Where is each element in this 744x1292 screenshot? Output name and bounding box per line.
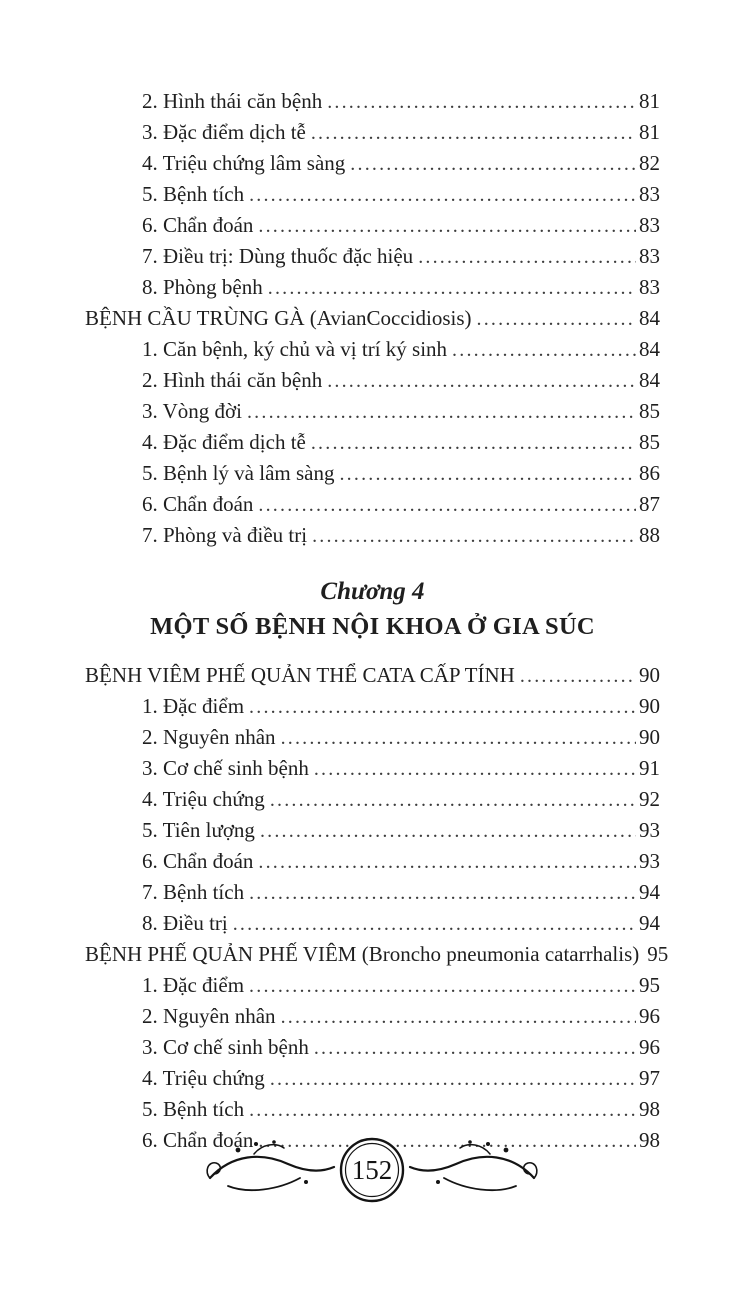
toc-entry-label: 8. Phòng bệnh (142, 275, 263, 299)
toc-entry (85, 846, 660, 877)
toc-entry-label: 4. Triệu chứng (142, 1066, 265, 1090)
toc-entry-page: 84 (639, 306, 660, 330)
toc-entry-page: 82 (639, 151, 660, 175)
toc-entry-page: 84 (639, 368, 660, 392)
toc-entry-page: 90 (639, 725, 660, 749)
toc-entry (85, 334, 660, 365)
toc-dotted-leader (327, 365, 636, 396)
toc-entry (85, 1094, 660, 1125)
toc-entry-label: 5. Bệnh lý và lâm sàng (142, 461, 335, 485)
toc-dotted-leader (268, 272, 636, 303)
toc-entry-page: 98 (639, 1097, 660, 1121)
toc-entry-label: 2. Nguyên nhân (142, 1004, 276, 1028)
ornament-flourish-left (207, 1140, 334, 1190)
toc-dotted-leader (249, 1094, 636, 1125)
ornament-graphic (202, 1130, 542, 1214)
toc-entry (85, 396, 660, 427)
toc-entry (85, 1063, 660, 1094)
toc-entry (85, 241, 660, 272)
toc-entry-label: 3. Cơ chế sinh bệnh (142, 1035, 309, 1059)
ornament-flourish-right (410, 1140, 537, 1190)
toc-entry-label: BỆNH PHẾ QUẢN PHẾ VIÊM (Broncho pneumonia catarrhalis) (85, 942, 640, 966)
toc-entry-page: 94 (639, 911, 660, 935)
toc-dotted-leader (258, 210, 636, 241)
toc-entry-label: 4. Triệu chứng lâm sàng (142, 151, 346, 175)
toc-dotted-leader (270, 1063, 636, 1094)
page-number: 152 (351, 1155, 393, 1185)
toc-dotted-leader (477, 303, 636, 334)
toc-dotted-leader (249, 877, 636, 908)
toc-dotted-leader (233, 908, 636, 939)
toc-entry-page: 83 (639, 213, 660, 237)
toc-dotted-leader (327, 86, 636, 117)
toc-section-bottom (85, 660, 669, 1156)
toc-entry-page: 83 (639, 182, 660, 206)
toc-entry-page: 92 (639, 787, 660, 811)
toc-entry-label: 4. Triệu chứng (142, 787, 265, 811)
toc-entry-label: 1. Căn bệnh, ký chủ và vị trí ký sinh (142, 337, 448, 361)
toc-entry-page: 90 (639, 694, 660, 718)
toc-entry-label: 2. Hình thái căn bệnh (142, 368, 323, 392)
toc-entry (85, 365, 660, 396)
toc-dotted-leader (350, 148, 636, 179)
toc-entry (85, 939, 669, 970)
toc-dotted-leader (314, 753, 636, 784)
toc-entry (85, 660, 660, 691)
toc-entry-page: 94 (639, 880, 660, 904)
toc-entry (85, 489, 660, 520)
toc-entry-page: 83 (639, 275, 660, 299)
toc-entry-label: 2. Nguyên nhân (142, 725, 276, 749)
toc-entry (85, 815, 660, 846)
toc-dotted-leader (247, 396, 636, 427)
toc-entry-page: 93 (639, 849, 660, 873)
toc-entry (85, 1001, 660, 1032)
toc-entry-page: 95 (639, 973, 660, 997)
toc-dotted-leader (452, 334, 636, 365)
toc-section-top (85, 86, 660, 551)
toc-entry-label: 6. Chẩn đoán (142, 849, 254, 873)
toc-dotted-leader (314, 1032, 636, 1063)
toc-entry-label: 5. Bệnh tích (142, 182, 245, 206)
toc-entry-page: 83 (639, 244, 660, 268)
toc-dotted-leader (311, 117, 636, 148)
toc-entry-page: 87 (639, 492, 660, 516)
toc-entry-page: 81 (639, 89, 660, 113)
chapter-title: MỘT SỐ BỆNH NỘI KHOA Ở GIA SÚC (150, 613, 595, 640)
toc-dotted-leader (258, 846, 636, 877)
toc-entry-label: 6. Chẩn đoán (142, 213, 254, 237)
toc-entry-label: 5. Tiên lượng (142, 818, 255, 842)
toc-dotted-leader (418, 241, 636, 272)
toc-entry-page: 90 (639, 663, 660, 687)
toc-dotted-leader (311, 427, 636, 458)
toc-entry-page: 86 (639, 461, 660, 485)
toc-dotted-leader (249, 179, 636, 210)
toc-entry (85, 784, 660, 815)
chapter-heading (85, 575, 660, 645)
toc-entry-page: 88 (639, 523, 660, 547)
toc-entry-label: 6. Chẩn đoán (142, 492, 254, 516)
toc-entry (85, 877, 660, 908)
toc-entry-page: 96 (639, 1004, 660, 1028)
toc-entry-label: 4. Đặc điểm dịch tễ (142, 430, 306, 454)
toc-dotted-leader (281, 722, 636, 753)
toc-entry-page: 84 (639, 337, 660, 361)
chapter-kicker: Chương 4 (320, 578, 425, 605)
toc-entry (85, 86, 660, 117)
toc-entry (85, 691, 660, 722)
toc-entry-label: BỆNH VIÊM PHẾ QUẢN THỂ CATA CẤP TÍNH (85, 663, 515, 687)
toc-entry-page: 85 (639, 399, 660, 423)
toc-entry-page: 85 (639, 430, 660, 454)
toc-dotted-leader (520, 660, 636, 691)
toc-entry-label: 3. Đặc điểm dịch tễ (142, 120, 306, 144)
toc-entry-page: 97 (639, 1066, 660, 1090)
toc-entry-label: 2. Hình thái căn bệnh (142, 89, 323, 113)
toc-dotted-leader (258, 489, 636, 520)
toc-entry-page: 93 (639, 818, 660, 842)
toc-entry (85, 427, 660, 458)
toc-entry-label: 7. Điều trị: Dùng thuốc đặc hiệu (142, 244, 414, 268)
toc-entry-page: 98 (639, 1128, 660, 1152)
toc-entry (85, 117, 660, 148)
toc-dotted-leader (312, 520, 636, 551)
toc-entry (85, 210, 660, 241)
toc-dotted-leader (270, 784, 636, 815)
toc-entry (85, 753, 660, 784)
toc-entry (85, 722, 660, 753)
toc-dotted-leader (281, 1001, 636, 1032)
toc-entry-label: 1. Đặc điểm (142, 973, 245, 997)
toc-entry (85, 303, 660, 334)
toc-dotted-leader (339, 458, 636, 489)
toc-dotted-leader (249, 691, 636, 722)
toc-entry-page: 95 (647, 942, 669, 966)
toc-entry (85, 272, 660, 303)
toc-entry-page: 91 (639, 756, 660, 780)
toc-entry-label: 5. Bệnh tích (142, 1097, 245, 1121)
toc-entry-page: 96 (639, 1035, 660, 1059)
page-number-ornament (0, 1130, 744, 1214)
toc-entry-label: 1. Đặc điểm (142, 694, 245, 718)
toc-entry (85, 458, 660, 489)
toc-entry (85, 970, 660, 1001)
toc-dotted-leader (249, 970, 636, 1001)
toc-entry-label: 7. Bệnh tích (142, 880, 245, 904)
toc-entry (85, 179, 660, 210)
toc-entry-label: 3. Vòng đời (142, 399, 242, 423)
toc-entry (85, 148, 660, 179)
toc-entry (85, 908, 660, 939)
toc-dotted-leader (260, 815, 636, 846)
toc-entry-label: 7. Phòng và điều trị (142, 523, 308, 547)
toc-entry-label: 8. Điều trị (142, 911, 228, 935)
toc-entry (85, 520, 660, 551)
toc-entry-label: BỆNH CẦU TRÙNG GÀ (AvianCoccidiosis) (85, 306, 472, 330)
toc-entry-label: 3. Cơ chế sinh bệnh (142, 756, 309, 780)
toc-entry-label: 6. Chẩn đoán (142, 1128, 254, 1152)
toc-entry (85, 1032, 660, 1063)
toc-entry-page: 81 (639, 120, 660, 144)
